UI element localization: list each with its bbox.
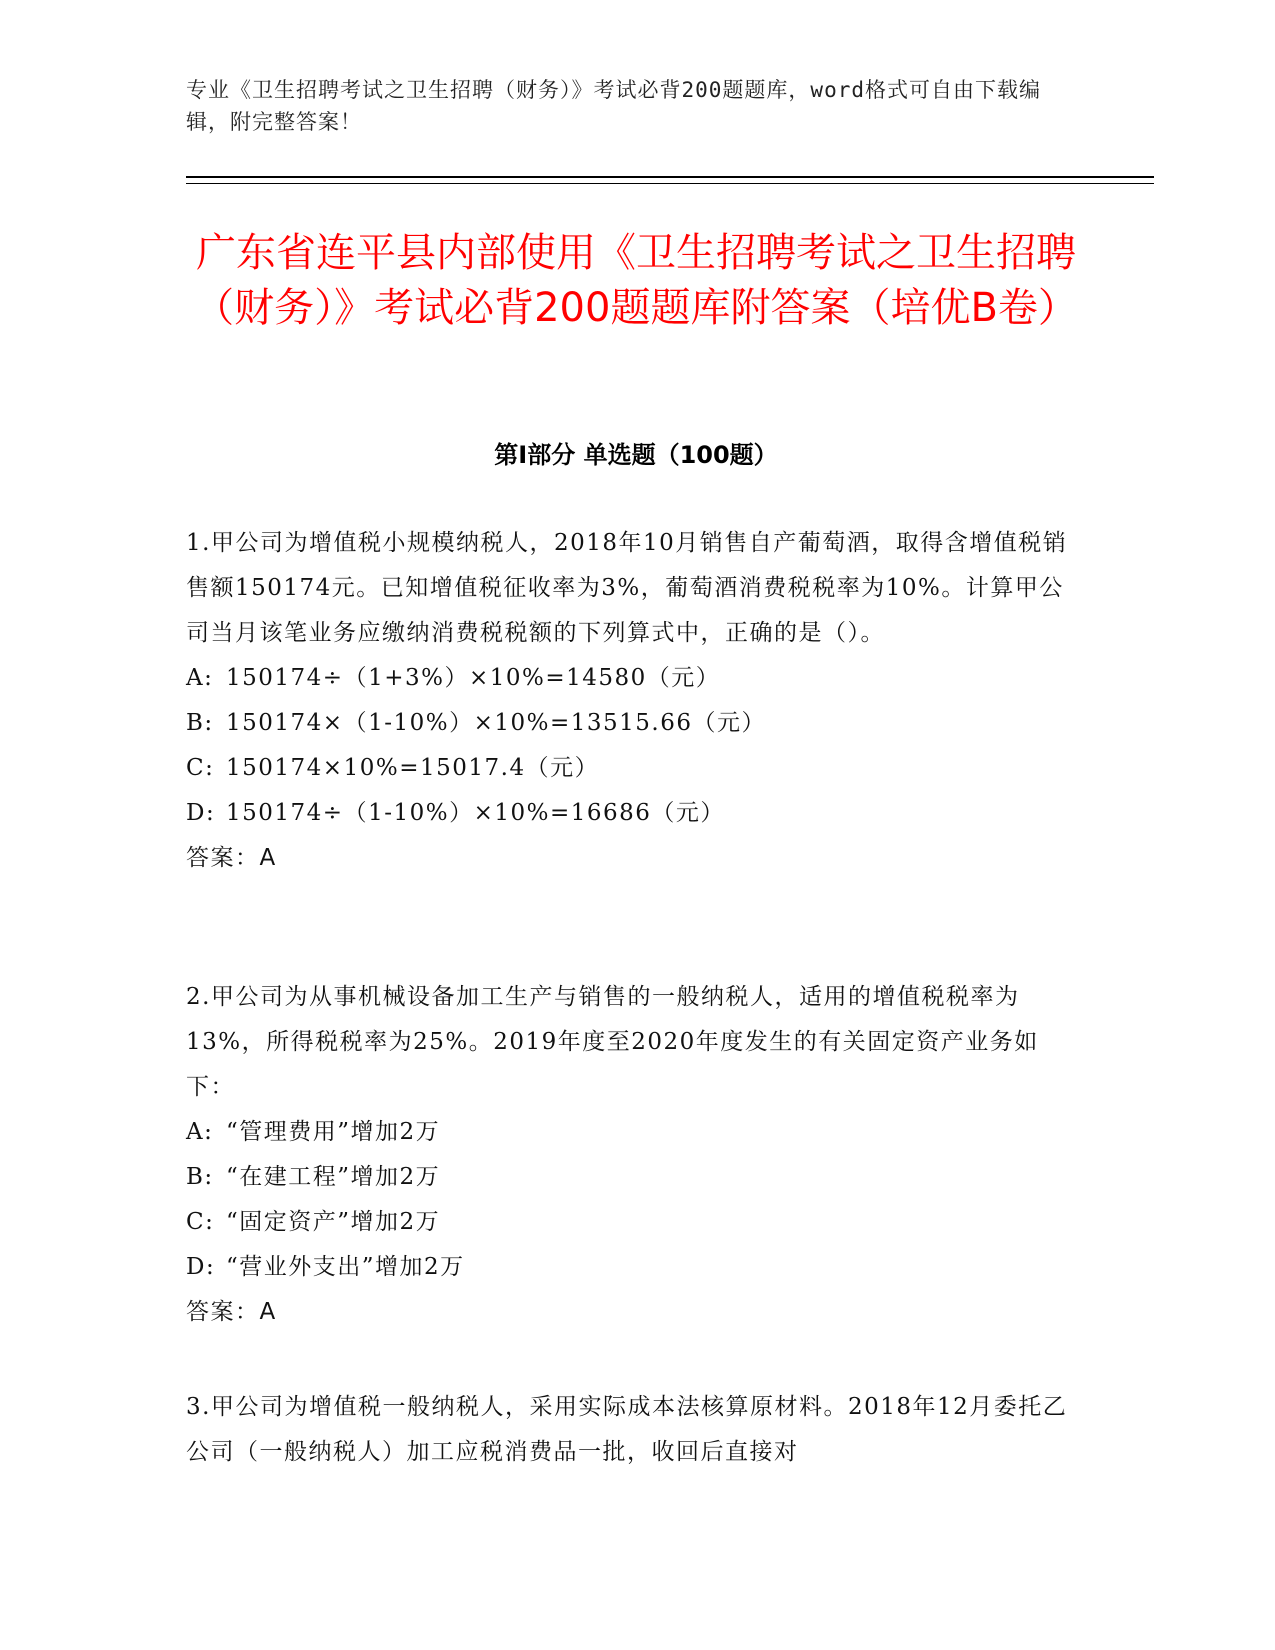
option-c xyxy=(186,1200,1071,1245)
question-2 xyxy=(186,975,1071,1335)
option-letter: B: xyxy=(186,1164,214,1190)
option-text: “营业外支出”增加2万 xyxy=(226,1254,465,1280)
header-note: 专业《卫生招聘考试之卫生招聘（财务）》考试必背200题题库，word格式可自由下载编辑，附完整答案！ xyxy=(186,78,1041,134)
answer-label: 答案： xyxy=(186,845,260,871)
option-letter: A: xyxy=(186,1119,214,1145)
option-text: “固定资产”增加2万 xyxy=(226,1209,441,1235)
option-d xyxy=(186,1245,1071,1290)
answer-value: A xyxy=(259,1299,277,1325)
question-1 xyxy=(186,521,1071,881)
option-b xyxy=(186,701,1071,746)
document-title: 广东省连平县内部使用《卫生招聘考试之卫生招聘（财务）》考试必背200题题库附答案（培优B卷） xyxy=(194,230,1078,331)
option-text: 150174×（1-10%）×10%=13515.66（元） xyxy=(226,710,767,736)
option-text: “在建工程”增加2万 xyxy=(226,1164,441,1190)
header-rule-thick xyxy=(186,176,1154,178)
option-letter: C: xyxy=(186,1209,215,1235)
option-d xyxy=(186,791,1071,836)
option-letter: B: xyxy=(186,710,214,736)
option-text: 150174÷（1-10%）×10%=16686（元） xyxy=(226,800,725,826)
answer-line xyxy=(186,1290,1071,1335)
option-a xyxy=(186,656,1071,701)
option-text: 150174÷（1+3%）×10%=14580（元） xyxy=(226,665,721,691)
section-heading: 第Ⅰ部分 单选题（100题） xyxy=(494,441,778,469)
question-stem: 1.甲公司为增值税小规模纳税人，2018年10月销售自产葡萄酒，取得含增值税销售额150174元。已知增值税征收率为3%，葡萄酒消费税税率为10%。计算甲公司当月该笔业务应缴纳消费税税额的下列算式中，正确的是（）。 xyxy=(186,530,1068,646)
answer-label: 答案： xyxy=(186,1299,260,1325)
question-3 xyxy=(186,1385,1071,1475)
question-stem: 2.甲公司为从事机械设备加工生产与销售的一般纳税人，适用的增值税税率为13%，所得税税率为25%。2019年度至2020年度发生的有关固定资产业务如下： xyxy=(186,984,1039,1100)
answer-line xyxy=(186,836,1071,881)
option-letter: D: xyxy=(186,1254,216,1280)
option-letter: D: xyxy=(186,800,216,826)
option-c xyxy=(186,746,1071,791)
question-stem: 3.甲公司为增值税一般纳税人，采用实际成本法核算原材料。2018年12月委托乙公司（一般纳税人）加工应税消费品一批，收回后直接对 xyxy=(186,1394,1068,1465)
answer-value: A xyxy=(259,845,277,871)
option-a xyxy=(186,1110,1071,1155)
header-rule-thin xyxy=(186,183,1154,184)
option-letter: A: xyxy=(186,665,214,691)
option-b xyxy=(186,1155,1071,1200)
option-text: “管理费用”增加2万 xyxy=(226,1119,441,1145)
option-letter: C: xyxy=(186,755,215,781)
option-text: 150174×10%=15017.4（元） xyxy=(226,755,600,781)
